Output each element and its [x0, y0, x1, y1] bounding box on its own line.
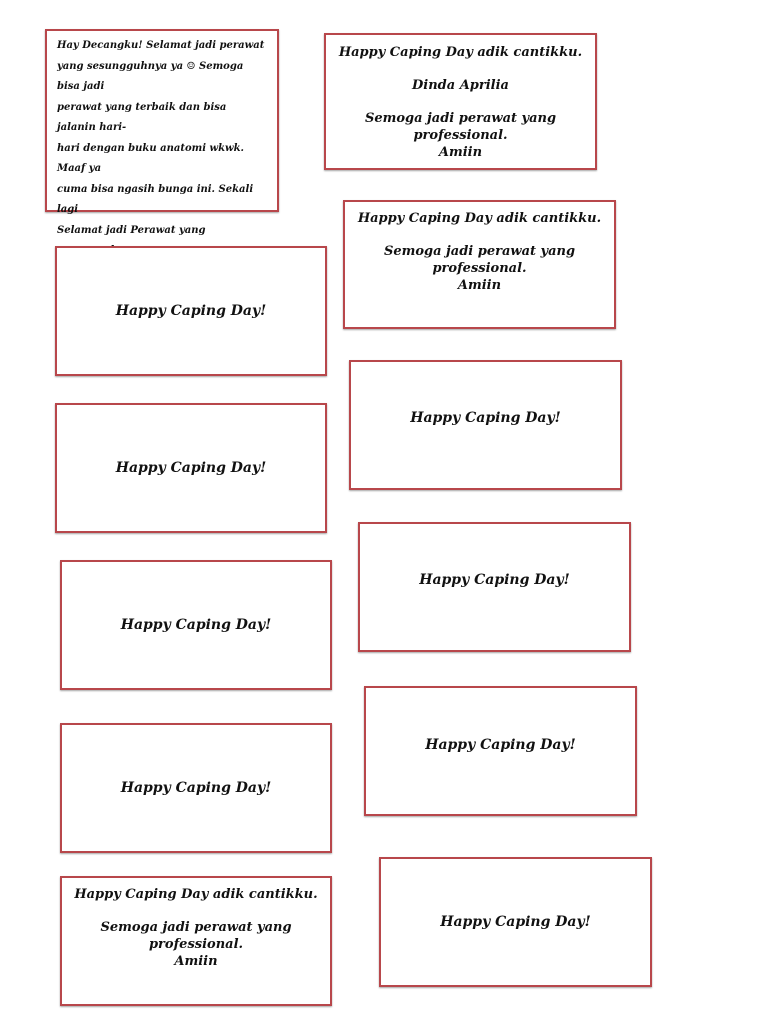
named-card — [324, 33, 597, 170]
greeting-card — [349, 360, 622, 490]
card-wish: Semoga jadi perawat yang professional. — [364, 111, 557, 143]
greeting-text: Happy Caping Day! — [115, 459, 267, 476]
card-wish: Semoga jadi perawat yang professional. — [100, 920, 292, 952]
greeting-card — [358, 522, 631, 652]
greeting-text: Happy Caping Day! — [120, 779, 272, 796]
note-line-2: yang sesungguhnya ya — [57, 60, 184, 72]
note-line-4: perawat yang terbaik dan bisa jalanin hari- — [57, 101, 227, 133]
greeting-text: Happy Caping Day! — [419, 572, 570, 588]
card-amen: Amiin — [438, 145, 483, 160]
greeting-card — [55, 246, 327, 376]
greeting-card — [379, 857, 652, 987]
card-wish: Semoga jadi perawat yang professional. — [383, 244, 576, 276]
card-heading: Happy Caping Day adik cantikku. — [357, 211, 602, 226]
note-line-7: Selamat jadi Perawat yang — [57, 224, 206, 236]
greeting-text: Happy Caping Day! — [440, 913, 591, 930]
card-amen: Amiin — [457, 278, 502, 293]
card-name: Dinda Aprilia — [412, 78, 509, 93]
note-line-6: cuma bisa ngasih bunga ini. Sekali lagi — [57, 183, 254, 215]
note-line-1: Hay Decangku! Selamat jadi perawat — [57, 40, 265, 51]
wish-card — [343, 200, 616, 329]
greeting-card — [60, 560, 332, 690]
greeting-text: Happy Caping Day! — [410, 410, 561, 426]
greeting-card — [60, 723, 332, 853]
wish-card — [60, 876, 332, 1006]
card-heading: Happy Caping Day adik cantikku. — [338, 45, 583, 60]
note-line-3: Semoga bisa jadi — [57, 60, 244, 92]
card-heading: Happy Caping Day adik cantikku. — [74, 887, 318, 902]
greeting-text: Happy Caping Day! — [120, 616, 272, 633]
note-line-5: hari dengan buku anatomi wkwk. Maaf ya — [57, 142, 245, 174]
greeting-text: Happy Caping Day! — [115, 302, 267, 319]
card-amen: Amiin — [174, 954, 218, 969]
greeting-card — [364, 686, 637, 816]
greeting-text: Happy Caping Day! — [425, 737, 576, 753]
note-card — [45, 29, 279, 236]
greeting-card — [55, 403, 327, 533]
smiley-icon: ☺ — [186, 60, 196, 72]
